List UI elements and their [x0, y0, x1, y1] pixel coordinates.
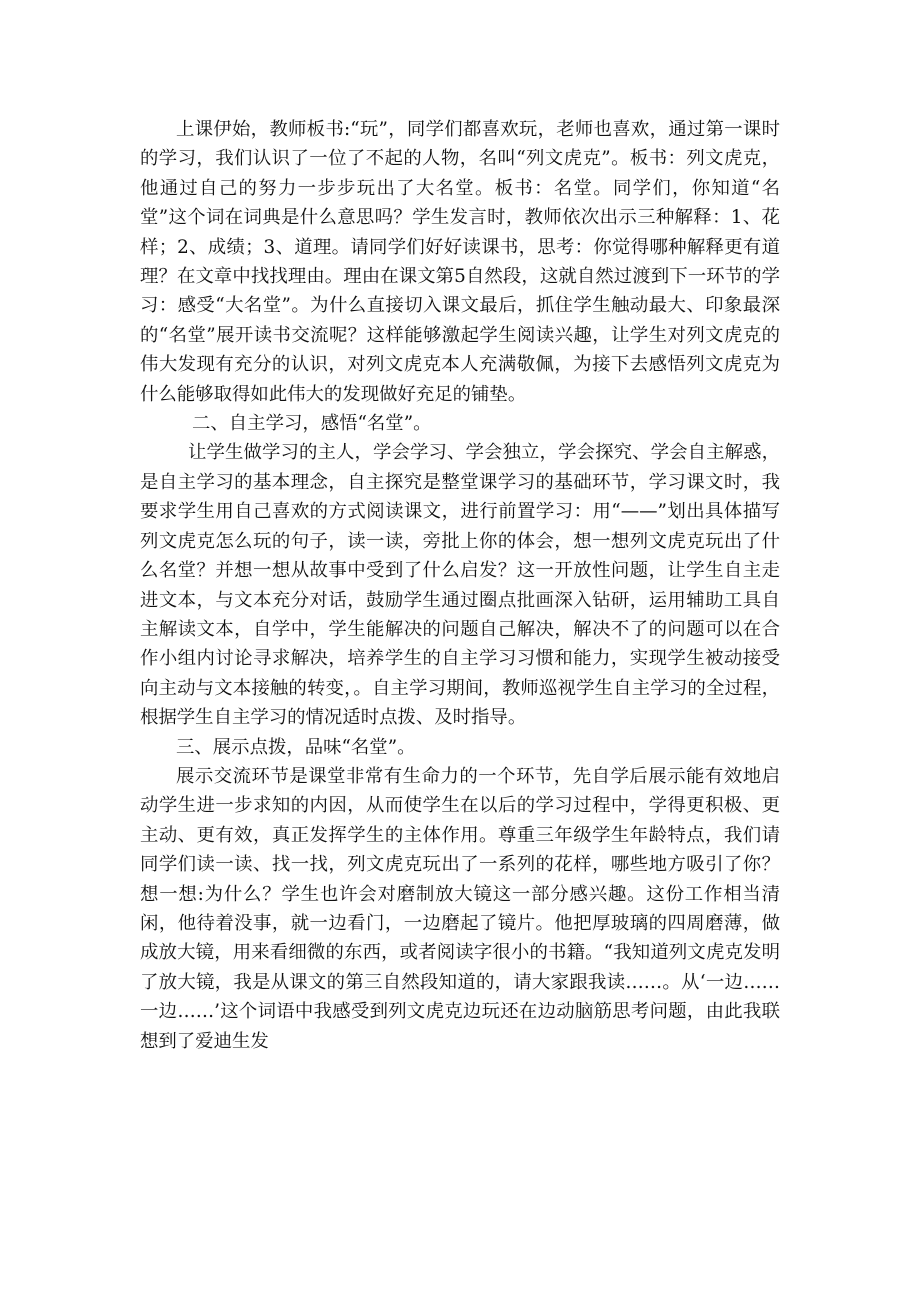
- paragraph-self-study: 让学生做学习的主人，学会学习、学会独立，学会探究、学会自主解惑，是自主学习的基本理念，自主探究是整堂课学习的基础环节，学习课文时，我要求学生用自己喜欢的方式阅读课文，进行前置学习：用“——”划出具体描写列文虎克怎么玩的句子，读一读，旁批上你的体会，想一想列文虎克玩出了什么名堂？并想一想从故事中受到了什么启发？这一开放性问题，让学生自主走进文本，与文本充分对话，鼓励学生通过圈点批画深入钻研，运用辅助工具自主解读文本，自学中，学生能解决的问题自己解决，解决不了的问题可以在合作小组内讨论寻求解决，培养学生的自主学习习惯和能力，实现学生被动接受向主动与文本接触的转变，。自主学习期间，教师巡视学生自主学习的全过程，根据学生自主学习的情况适时点拨、及时指导。: [140, 442, 780, 729]
- section-heading-3: 三、展示点拨，品味“名堂”。: [176, 736, 416, 758]
- document-body: [140, 115, 780, 1056]
- paragraph-intro: 上课伊始，教师板书:“玩”，同学们都喜欢玩，老师也喜欢，通过第一课时的学习，我们认识了一位了不起的人物，名叫“列文虎克”。板书：列文虎克，他通过自己的努力一步步玩出了大名堂。板书：名堂。同学们，你知道“名堂”这个词在词典是什么意思吗？学生发言时，教师依次出示三种解释：1、花样；2、成绩；3、道理。请同学们好好读课书，思考：你觉得哪种解释更有道理？在文章中找找理由。理由在课文第5自然段，这就自然过渡到下一环节的学习：感受“大名堂”。为什么直接切入课文最后，抓住学生触动最大、印象最深的“名堂”展开读书交流呢？这样能够激起学生阅读兴趣，让学生对列文虎克的伟大发现有充分的认识，对列文虎克本人充满敬佩，为接下去感悟列文虎克为什么能够取得如此伟大的发现做好充足的铺垫。: [140, 119, 780, 405]
- paragraph-showcase: 展示交流环节是课堂非常有生命力的一个环节，先自学后展示能有效地启动学生进一步求知的内因，从而使学生在以后的学习过程中，学得更积极、更主动、更有效，真正发挥学生的主体作用。尊重三年级学生年龄特点，我们请同学们读一读、找一找，列文虎克玩出了一系列的花样，哪些地方吸引了你？想一想:为什么？学生也许会对磨制放大镜这一部分感兴趣。这份工作相当清闲，他待着没事，就一边看门，一边磨起了镜片。他把厚玻璃的四周磨薄，做成放大镜，用来看细微的东西，或者阅读字很小的书籍。“我知道列文虎克发明了放大镜，我是从课文的第三自然段知道的，请大家跟我读……。从‘一边……一边……’这个词语中我感受到列文虎克边玩还在边动脑筋思考问题，由此我联想到了爱迪生发: [140, 765, 780, 1052]
- section-heading-2: 二、自主学习，感悟“名堂”。: [192, 413, 432, 435]
